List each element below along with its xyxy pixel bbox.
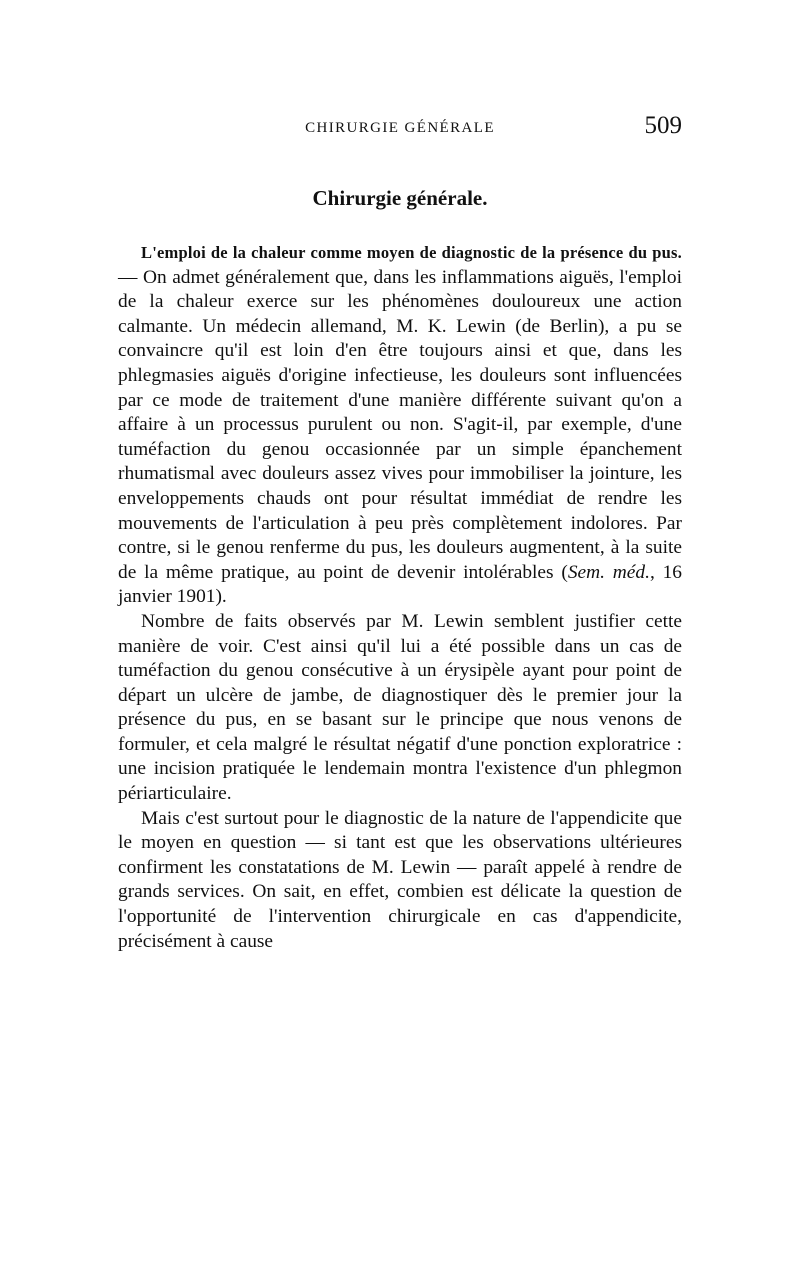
paragraph-1-text: — On admet généralement que, dans les inflammations aiguës, l'emploi de la chaleur exerce sur les phénomènes douloureux une action calmante. Un médecin allemand, M. K. Lewin (de Berlin), a pu se convaincre qu'il est loin d'en être toujours ainsi et que, dans les phlegmasies aiguës d'origine infectieuse, les douleurs sont influencées par ce mode de traitement d'une manière différente suivant qu'on a affaire à un processus purulent ou non. S'agit-il, par exemple, d'une tuméfaction du genou occasionnée par un simple épanchement rhumatismal avec douleurs assez vives pour immobiliser la jointure, les enveloppements chauds ont pour résultat immédiat de rendre les mouvements de l'articulation à peu près complètement indolores. Par contre, si le genou renferme du pus, les douleurs augmentent, à la suite de la même pratique, au point de devenir intolérables ( — [118, 266, 682, 583]
section-title: Chirurgie générale. — [312, 186, 488, 210]
paragraph-2: Nombre de faits observés par M. Lewin semblent justifier cette manière de voir. C'est ainsi qu'il lui a été possible dans un cas de tuméfaction du genou consécutive à un érysipèle ayant pour point de départ un ulcère de jambe, de diagnostiquer dès le premier jour la présence du pus, en se basant sur le principe que nous venons de formuler, et cela malgré le résultat négatif d'une ponction exploratrice : une incision pratiquée le lendemain montra l'existence d'un phlegmon périarticulaire. — [118, 610, 682, 805]
page-number: 509 — [644, 112, 682, 139]
citation-journal: Sem. méd. — [567, 561, 650, 583]
paragraph-1-end: , 16 janvier 1901). — [118, 561, 682, 608]
book-page — [118, 112, 682, 954]
article-lead-title: L'emploi de la chaleur comme moyen de diagnostic de la présence du pus. — [141, 243, 682, 262]
running-title: CHIRURGIE GÉNÉRALE — [305, 120, 495, 136]
article-body — [118, 241, 682, 954]
paragraph-1 — [118, 241, 682, 610]
running-head — [118, 112, 682, 152]
paragraph-3: Mais c'est surtout pour le diagnostic de la nature de l'appendicite que le moyen en question — si tant est que les observations ultérieures confirment les constatations de M. Lewin — paraît appelé à rendre de grands services. On sait, en effet, combien est délicate la question de l'opportunité de l'intervention chirurgicale en cas d'appendicite, précisément à cause — [118, 807, 682, 952]
